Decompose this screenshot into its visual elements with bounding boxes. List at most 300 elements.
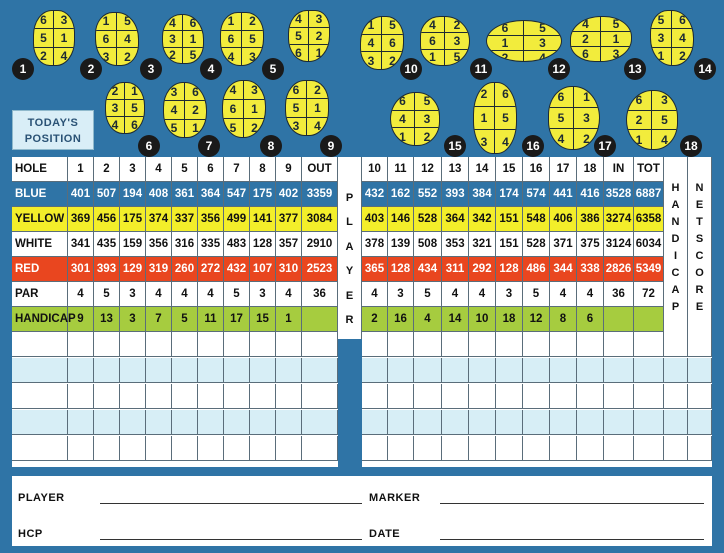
pin-zone: 4 [421,17,445,33]
entry-cell [172,332,198,357]
hole-header: 15 [496,157,523,182]
score-cell: 272 [198,257,224,282]
row-label: WHITE [12,232,68,257]
entry-cell [94,358,120,383]
entry-cell [577,384,604,409]
green-hole-8 [222,80,266,138]
score-cell: 129 [120,257,146,282]
entry-cell [12,410,68,435]
score-cell: 6358 [634,207,664,232]
score-cell: 3 [496,282,523,307]
score-cell: 194 [120,182,146,207]
player-entry-row[interactable] [12,332,712,357]
score-cell: 2910 [302,232,338,257]
score-cell: 11 [198,307,224,332]
handicap-row [12,307,712,332]
hole-header: 8 [250,157,276,182]
score-cell: 9 [68,307,94,332]
entry-cell [388,332,414,357]
entry-cell [604,410,634,435]
marker-label: MARKER [369,492,421,504]
player-line[interactable] [100,503,362,504]
entry-cell [120,332,146,357]
score-cell: 175 [250,182,276,207]
score-cell: 8 [550,307,577,332]
vertical-letter: T [696,216,703,228]
pin-zone: 2 [185,101,206,119]
hole-header: 12 [414,157,442,182]
entry-cell [550,332,577,357]
hole-number-badge: 18 [680,135,702,157]
hole-header: 9 [276,157,302,182]
pin-zone: 3 [54,11,74,29]
score-cell: 4 [469,282,496,307]
pin-zone: 3 [524,36,561,51]
pin-zone: 5 [524,21,561,36]
pin-zone: 1 [361,17,382,35]
entry-cell [68,358,94,383]
pin-zone: 4 [164,101,185,119]
score-cell: 17 [224,307,250,332]
row-label: PAR [12,282,68,307]
vertical-letter: A [671,199,680,211]
hole-header: 1 [68,157,94,182]
entry-cell [276,384,302,409]
score-cell: 16 [388,307,414,332]
player-entry-row[interactable] [12,358,712,383]
pin-zone: 6 [34,11,54,29]
green-hole-7 [163,82,207,138]
pin-zone: 4 [549,129,574,149]
vertical-letter: O [695,267,704,279]
hole-header: IN [604,157,634,182]
entry-cell [68,332,94,357]
pin-zone: 4 [106,117,125,133]
entry-cell [276,436,302,461]
vertical-letter: N [671,216,680,228]
entry-cell [120,410,146,435]
green-hole-13 [570,16,632,62]
vertical-letter: D [671,233,680,245]
score-cell: 3274 [604,207,634,232]
pin-zone: 4 [361,35,382,53]
hole-header: 5 [172,157,198,182]
hole-label: HOLE [12,157,68,182]
pin-zone: 5 [242,31,263,49]
green-hole-6 [105,82,145,134]
score-cell: 335 [198,232,224,257]
entry-cell [302,410,338,435]
score-cell: 528 [523,232,550,257]
hole-number-badge: 3 [140,58,162,80]
green-hole-14 [650,10,694,66]
entry-cell [664,384,688,409]
entry-cell [172,410,198,435]
entry-cell [604,436,634,461]
entry-cell [146,332,172,357]
handicap-vertical-label [664,157,688,339]
player-letter: L [346,216,353,229]
entry-cell [68,436,94,461]
hole-number-badge: 6 [138,135,160,157]
pin-zone: 3 [249,49,256,64]
entry-cell [362,410,388,435]
score-cell: 5 [94,282,120,307]
score-cell: 2826 [604,257,634,282]
marker-line[interactable] [440,503,704,504]
score-cell: 402 [276,182,302,207]
entry-cell [276,358,302,383]
entry-cell [523,384,550,409]
vertical-letter: R [695,284,704,296]
row-label: RED [12,257,68,282]
score-cell: 72 [634,282,664,307]
score-cell: 7 [146,307,172,332]
pin-zone: 1 [574,87,599,108]
entry-cell [198,384,224,409]
score-cell: 13 [94,307,120,332]
player-label: PLAYER [18,492,65,504]
entry-cell [469,384,496,409]
blue-row [12,182,712,207]
score-cell: 356 [146,232,172,257]
pin-zone: 1 [96,13,117,31]
hole-header: 13 [442,157,469,182]
score-cell: 5 [523,282,550,307]
entry-cell [250,436,276,461]
score-cell: 10 [469,307,496,332]
entry-cell [469,358,496,383]
hole-number-badge: 1 [12,58,34,80]
score-cell: 353 [442,232,469,257]
score-cell: 4 [146,282,172,307]
pin-zone: 4 [539,51,546,62]
pin-zone: 2 [423,129,431,144]
entry-cell [12,384,68,409]
entry-cell [664,410,688,435]
pin-zone: 1 [307,99,328,117]
pin-zone: 5 [453,50,461,65]
entry-cell [688,384,712,409]
pin-zone: 1 [474,107,495,131]
pin-zone: 2 [389,53,396,68]
pin-zone: 5 [189,48,197,63]
score-cell: 162 [388,182,414,207]
score-cell: 432 [362,182,388,207]
pin-zone: 4 [314,119,321,134]
entry-cell [414,332,442,357]
score-cell: 3 [120,282,146,307]
score-cell: 456 [94,207,120,232]
score-cell [634,307,664,332]
pin-zone: 2 [487,51,524,62]
entry-cell [12,332,68,357]
pin-zone: 1 [54,29,74,47]
score-cell: 175 [120,207,146,232]
entry-cell [442,410,469,435]
vertical-letter: C [671,267,680,279]
score-cell [302,307,338,332]
entry-cell [120,436,146,461]
pin-zone: 5 [495,107,516,131]
entry-cell [414,410,442,435]
score-cell: 435 [94,232,120,257]
score-cell: 338 [577,257,604,282]
entry-cell [664,358,688,383]
pin-zone: 2 [571,32,601,47]
entry-cell [302,332,338,357]
player-entry-row[interactable] [12,436,712,461]
score-cell: 434 [414,257,442,282]
pin-zone: 2 [34,48,54,65]
score-cell: 146 [388,207,414,232]
pin-zone: 6 [549,87,574,108]
entry-cell [604,358,634,383]
hole-number-badge: 15 [444,135,466,157]
score-cell: 4 [172,282,198,307]
pin-zone: 6 [487,21,524,36]
vertical-letter: E [695,301,704,313]
score-cell: 301 [68,257,94,282]
score-cell: 2523 [302,257,338,282]
pin-zone: 5 [223,119,244,137]
entry-cell [634,384,664,409]
pin-zone: 1 [183,31,203,47]
entry-cell [496,436,523,461]
score-cell: 365 [362,257,388,282]
hole-header: 6 [198,157,224,182]
entry-cell [688,410,712,435]
green-hole-2 [95,12,139,66]
green-hole-18 [626,90,678,150]
entry-cell [362,358,388,383]
vertical-letter: H [671,182,680,194]
entry-cell [634,436,664,461]
score-cell: 361 [172,182,198,207]
pin-zone: 3 [652,91,677,111]
pin-zone: 2 [627,111,652,131]
score-cell: 5 [224,282,250,307]
entry-cell [224,410,250,435]
entry-cell [414,436,442,461]
player-letter: R [345,314,354,327]
pin-zone: 6 [495,83,516,107]
todays-position-line2: POSITION [24,133,82,145]
pin-zone: 4 [60,49,68,64]
score-cell: 371 [550,232,577,257]
entry-cell [68,384,94,409]
entry-cell [634,358,664,383]
pin-zone: 2 [106,83,125,100]
row-label: BLUE [12,182,68,207]
green-hole-12 [486,20,562,62]
pin-zone: 3 [244,81,265,100]
pin-zone: 1 [421,50,445,65]
score-cell: 441 [550,182,577,207]
score-cell: 321 [469,232,496,257]
score-cell: 499 [224,207,250,232]
pin-zone: 1 [221,13,242,31]
score-cell: 316 [172,232,198,257]
column-separator [338,339,362,467]
entry-cell [442,358,469,383]
pin-zone: 6 [289,45,309,61]
hole-header: 10 [362,157,388,182]
score-cell: 4 [68,282,94,307]
pin-zone: 4 [661,132,668,147]
score-cell: 36 [604,282,634,307]
hole-header: OUT [302,157,338,182]
score-cell: 384 [469,182,496,207]
pin-zone: 1 [125,83,144,100]
green-hole-1 [33,10,75,66]
pin-zone: 6 [672,11,693,29]
pin-zone: 5 [286,99,307,117]
entry-cell [388,436,414,461]
entry-cell [688,436,712,461]
pin-zone: 5 [601,17,631,32]
pin-zone: 3 [574,108,599,129]
pin-zone: 5 [289,28,309,45]
pin-zone: 6 [382,35,403,53]
score-cell: 341 [68,232,94,257]
pin-zone: 3 [612,47,620,61]
entry-cell [664,436,688,461]
score-cell: 364 [442,207,469,232]
hole-number-badge: 9 [320,135,342,157]
entry-cell [250,384,276,409]
score-cell: 4 [414,307,442,332]
pin-zone: 4 [223,81,244,100]
score-cell: 375 [577,232,604,257]
hole-header: 16 [523,157,550,182]
row-label: YELLOW [12,207,68,232]
entry-cell [442,436,469,461]
hcp-line[interactable] [100,539,362,540]
entry-cell [550,358,577,383]
hole-number-badge: 12 [548,58,570,80]
entry-cell [224,358,250,383]
pin-zone: 4 [289,11,309,28]
score-cell: 3359 [302,182,338,207]
score-cell: 528 [414,207,442,232]
pin-zone: 4 [163,15,183,31]
yellow-row [12,207,712,232]
pin-zone: 3 [164,83,185,101]
score-cell: 1 [276,307,302,332]
signature-area [12,476,712,546]
entry-cell [198,410,224,435]
entry-cell [250,332,276,357]
entry-cell [523,436,550,461]
pin-zone: 5 [415,93,439,111]
score-cell: 401 [68,182,94,207]
entry-cell [604,384,634,409]
score-cell: 508 [414,232,442,257]
entry-cell [68,410,94,435]
entry-cell [250,358,276,383]
entry-cell [146,410,172,435]
entry-cell [577,332,604,357]
header-row [12,157,712,182]
entry-cell [604,332,634,357]
score-cell: 319 [146,257,172,282]
score-cell: 128 [496,257,523,282]
entry-cell [362,436,388,461]
hole-number-badge: 17 [594,135,616,157]
entry-cell [496,384,523,409]
score-cell: 357 [276,232,302,257]
scorecard-table [12,157,712,467]
vertical-letter: I [673,250,678,262]
date-line[interactable] [440,539,704,540]
score-cell: 342 [469,207,496,232]
entry-cell [496,332,523,357]
score-cell: 6887 [634,182,664,207]
score-cell: 356 [198,207,224,232]
red-row [12,257,712,282]
entry-cell [12,436,68,461]
pin-zone: 5 [651,11,672,29]
pin-zone: 5 [34,29,54,47]
player-letter: Y [345,265,354,278]
entry-cell [496,410,523,435]
score-cell: 141 [250,207,276,232]
entry-cell [523,410,550,435]
pin-zone: 1 [651,48,672,65]
pin-zone: 2 [242,13,263,31]
player-letter: P [345,191,354,204]
entry-cell [362,332,388,357]
entry-cell [172,436,198,461]
pin-zone: 4 [502,134,509,149]
hole-number-badge: 2 [80,58,102,80]
score-cell: 4 [442,282,469,307]
pin-zone: 5 [125,100,144,117]
score-cell: 174 [496,182,523,207]
score-cell: 292 [469,257,496,282]
pin-zone: 3 [474,130,495,153]
player-entry-row[interactable] [12,410,712,435]
score-cell: 403 [362,207,388,232]
hole-header: 7 [224,157,250,182]
score-cell: 548 [523,207,550,232]
pin-zone: 6 [96,31,117,49]
player-entry-row[interactable] [12,384,712,409]
pin-zone: 6 [286,81,307,99]
pin-zone: 3 [361,52,382,69]
pin-zone: 6 [183,15,203,31]
vertical-letter: S [695,233,704,245]
pin-zone: 2 [679,49,686,64]
pin-zone: 6 [223,100,244,119]
green-hole-9 [285,80,329,136]
score-cell: 128 [388,257,414,282]
hole-header: 17 [550,157,577,182]
entry-cell [550,410,577,435]
score-cell: 4 [276,282,302,307]
pin-zone: 6 [185,83,206,101]
pin-zone: 2 [251,121,258,135]
pin-zone: 2 [445,17,469,33]
score-cell: 393 [94,257,120,282]
score-cell: 5 [414,282,442,307]
pin-zone: 1 [244,100,265,119]
pin-zone: 6 [627,91,652,111]
pin-zone: 4 [571,17,601,32]
score-cell: 139 [388,232,414,257]
pin-zone: 3 [415,111,439,129]
